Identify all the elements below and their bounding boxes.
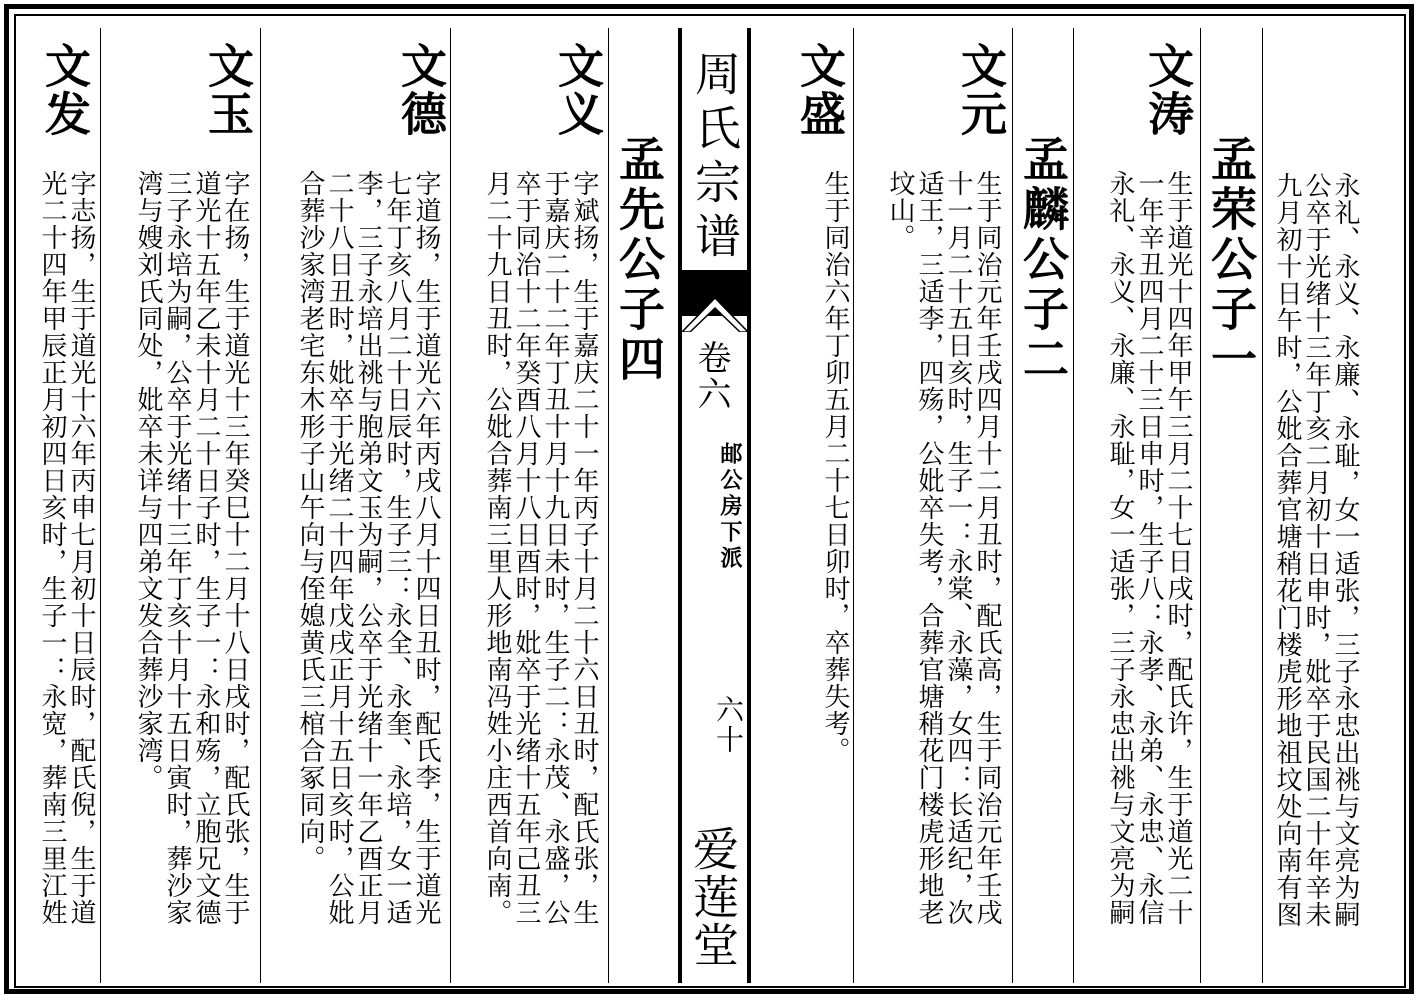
section-heading: 孟麟公子二	[1016, 135, 1070, 385]
person-name: 文元	[954, 42, 1008, 138]
biography-text: 字志扬，生于道光十六年丙申七月初十日辰时，配氏倪，生于道 光二十四年甲辰正月初四日亥时，生子一：永宽，葬南三里江姓	[37, 170, 96, 926]
section-heading: 孟荣公子一	[1204, 135, 1258, 385]
person-name: 文义	[551, 42, 605, 138]
biography-text: 字在扬，生于道光十三年癸巳十二月十八日戌时，配氏张，生于 道光十五年乙未十月二十日子时，生子一：永和殇，立胞兄文德 三子永培为嗣，公卒于光绪十三年丁亥十月十五日寅时，葬沙家 湾与嫂刘氏同处，妣卒未详与四弟文发合葬沙家湾。	[133, 170, 250, 926]
genealogy-title: 周氏宗谱	[688, 50, 742, 266]
biography-text: 生于同治六年丁卯五月二十七日卯时，卒葬失考。	[820, 170, 850, 764]
column-divider	[1200, 28, 1201, 983]
volume-label: 卷六	[691, 340, 731, 412]
biography-text: 生于同治元年壬戌四月十二月丑时，配氏高，生于同治元年壬戌 十一月二十五日亥时，生子一：永棠、永藻，女四：长适纪，次 适王，三适李，四殇，公妣卒失考，合葬官塘稍花门楼虎形地老 坟山。	[885, 170, 1002, 926]
hall-name: 爱莲堂	[686, 825, 740, 969]
column-divider	[1073, 28, 1074, 983]
spine-right-line	[747, 28, 751, 983]
column-divider	[450, 28, 451, 983]
person-name: 文德	[394, 42, 448, 138]
chevron-ornament-icon	[682, 292, 748, 332]
column-divider	[100, 28, 101, 983]
column-divider	[260, 28, 261, 983]
spine-left-line	[678, 28, 682, 983]
section-heading: 孟先公子四	[612, 135, 666, 385]
column-divider	[608, 28, 609, 983]
person-name: 文盛	[793, 42, 847, 138]
person-name: 文涛	[1141, 42, 1195, 138]
column-divider	[1012, 28, 1013, 983]
person-name: 文发	[38, 42, 92, 138]
biography-text: 生于道光十四年甲午三月二十七日戌时，配氏许，生于道光二十 一年辛丑四月二十三日申时，生子八：永孝、永弟、永忠、永信 永礼、永义、永廉、永耻，女一适张，三子永忠出祧与文亮为嗣	[1105, 170, 1193, 926]
page-number: 六十	[712, 695, 745, 755]
biography-text: 字道扬，生于道光六年丙戌八月十四日丑时，配氏李，生于道光 七年丁亥八月二十日辰时，生子三：永全、永奎、永培，女一适 李，三子永培出祧与胞弟文玉为嗣，公卒于光绪十一年乙酉正月 二十八日丑时，妣卒于光绪二十四年戊戌正月十五日亥时，公妣 合葬沙家湾老宅东木形子山午向与侄媳黄氏三棺合冢同向。	[295, 170, 441, 926]
biography-text: 字斌扬，生于嘉庆二十一年丙子十月二十六日丑时，配氏张，生 于嘉庆二十二年丁丑十月十九日未时，生子二：永茂、永盛，公 卒于同治十二年癸酉八月十八日酉时，妣卒于光绪十五年己丑三 月二十九日丑时，公妣合葬南三里人形地南冯姓小庄西首向南。	[482, 170, 599, 926]
branch-label: 邮公房下派	[717, 442, 743, 572]
column-divider	[853, 28, 854, 983]
column-divider	[1262, 28, 1263, 983]
person-name: 文玉	[201, 42, 255, 138]
continued-text-block: 永礼、永义、永廉、永耻，女一适张，三子永忠出祧与文亮为嗣 公卒于光绪十三年丁亥二月初十日申时，妣卒于民国二十年辛未 九月初十日午时，公妣合葬官塘稍花门楼虎形地祖坟处向南有图	[1272, 172, 1360, 928]
